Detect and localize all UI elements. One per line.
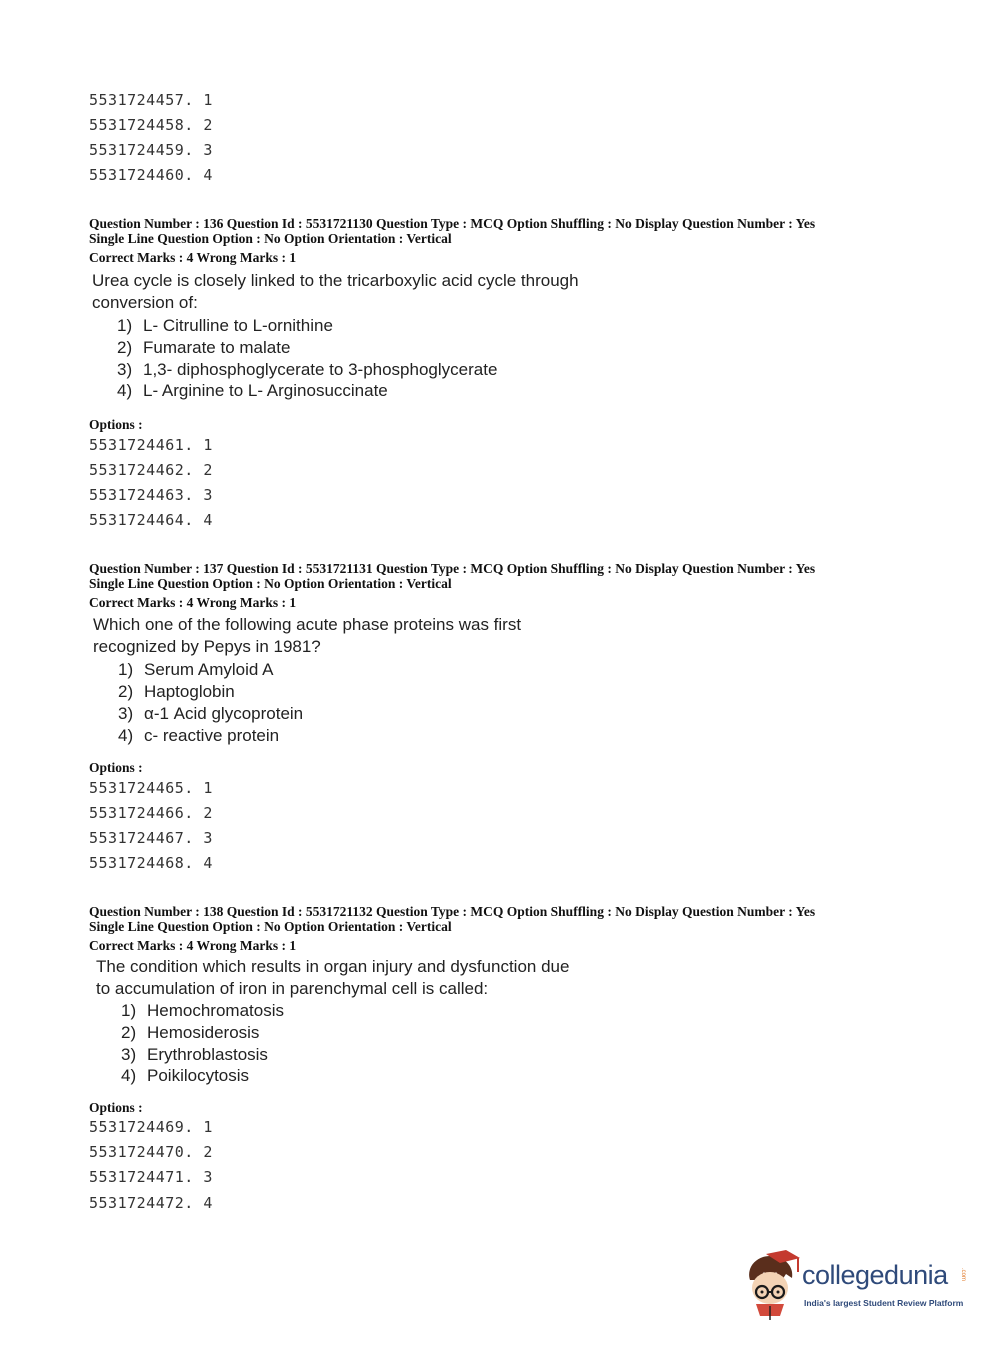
question-text: Which one of the following acute phase proteins was first — [93, 615, 522, 634]
question-meta: Question Number : 138 Question Id : 5531721132 Question Type : MCQ Option Shuffling : No Display Question Number : Yes — [89, 904, 816, 919]
choice-text: 1,3- diphosphoglycerate to 3-phosphoglycerate — [143, 360, 498, 379]
choice-number: 4) — [117, 381, 133, 400]
logo-com: .com — [960, 1268, 966, 1282]
option-line: 5531724458. 2 — [89, 116, 213, 134]
collegedunia-logo — [742, 1250, 972, 1320]
option-line: 5531724457. 1 — [89, 91, 213, 109]
question-choice — [118, 725, 279, 747]
choice-number: 4) — [118, 726, 134, 745]
options-label: Options : — [89, 1100, 143, 1115]
choice-text: L- Arginine to L- Arginosuccinate — [143, 381, 388, 400]
logo-wordmark: collegedunia — [802, 1260, 948, 1290]
mascot-icon — [742, 1250, 802, 1320]
question-choice — [118, 681, 235, 703]
choice-text: α-1 Acid glycoprotein — [144, 704, 304, 723]
option-line: 5531724463. 3 — [89, 486, 213, 504]
choice-text: Fumarate to malate — [143, 338, 291, 357]
question-choice — [117, 359, 497, 381]
choice-number: 2) — [121, 1023, 137, 1042]
option-line: 5531724464. 4 — [89, 511, 213, 529]
choice-number: 4) — [121, 1066, 137, 1085]
choice-text: Hemosiderosis — [147, 1023, 260, 1042]
question-text: The condition which results in organ injury and dysfunction due — [96, 957, 570, 976]
question-meta: Question Number : 136 Question Id : 5531721130 Question Type : MCQ Option Shuffling : No Display Question Number : Yes — [89, 216, 816, 231]
question-choice — [117, 315, 333, 337]
option-line: 5531724461. 1 — [89, 436, 213, 454]
option-line: 5531724471. 3 — [89, 1168, 213, 1186]
option-line: 5531724468. 4 — [89, 854, 213, 872]
question-text-2: conversion of: — [92, 293, 198, 312]
choice-number: 3) — [121, 1045, 137, 1064]
question-choice — [121, 1000, 284, 1022]
question-meta: Question Number : 137 Question Id : 5531721131 Question Type : MCQ Option Shuffling : No Display Question Number : Yes — [89, 561, 816, 576]
question-choice — [117, 337, 290, 359]
question-choice — [118, 659, 273, 681]
option-line: 5531724460. 4 — [89, 166, 213, 184]
choice-text: L- Citrulline to L-ornithine — [143, 316, 333, 335]
option-line: 5531724469. 1 — [89, 1118, 213, 1136]
option-line: 5531724470. 2 — [89, 1143, 213, 1161]
choice-number: 1) — [121, 1001, 137, 1020]
option-line: 5531724459. 3 — [89, 141, 213, 159]
logo-tagline: India's largest Student Review Platform — [804, 1298, 964, 1308]
question-meta-2: Single Line Question Option : No Option Orientation : Vertical — [89, 919, 452, 934]
choice-number: 3) — [117, 360, 133, 379]
choice-number: 1) — [117, 316, 133, 335]
question-marks: Correct Marks : 4 Wrong Marks : 1 — [89, 250, 297, 265]
choice-number: 2) — [118, 682, 134, 701]
option-line: 5531724462. 2 — [89, 461, 213, 479]
question-marks: Correct Marks : 4 Wrong Marks : 1 — [89, 595, 297, 610]
question-meta-2: Single Line Question Option : No Option Orientation : Vertical — [89, 231, 452, 246]
choice-text: c- reactive protein — [144, 726, 280, 745]
choice-number: 3) — [118, 704, 134, 723]
question-marks: Correct Marks : 4 Wrong Marks : 1 — [89, 938, 297, 953]
choice-text: Hemochromatosis — [147, 1001, 284, 1020]
choice-number: 2) — [117, 338, 133, 357]
option-line: 5531724472. 4 — [89, 1194, 213, 1212]
question-text: Urea cycle is closely linked to the tricarboxylic acid cycle through — [92, 271, 579, 290]
question-text-2: to accumulation of iron in parenchymal cell is called: — [96, 979, 489, 998]
option-line: 5531724465. 1 — [89, 779, 213, 797]
question-choice — [121, 1065, 249, 1087]
question-choice — [118, 703, 303, 725]
choice-text: Erythroblastosis — [147, 1045, 268, 1064]
option-line: 5531724466. 2 — [89, 804, 213, 822]
choice-text: Poikilocytosis — [147, 1066, 250, 1085]
options-label: Options : — [89, 417, 143, 432]
question-choice — [117, 380, 388, 402]
question-choice — [121, 1044, 268, 1066]
choice-text: Serum Amyloid A — [144, 660, 274, 679]
choice-text: Haptoglobin — [144, 682, 235, 701]
question-text-2: recognized by Pepys in 1981? — [93, 637, 321, 656]
choice-number: 1) — [118, 660, 134, 679]
option-line: 5531724467. 3 — [89, 829, 213, 847]
question-meta-2: Single Line Question Option : No Option Orientation : Vertical — [89, 576, 452, 591]
options-label: Options : — [89, 760, 143, 775]
question-choice — [121, 1022, 259, 1044]
